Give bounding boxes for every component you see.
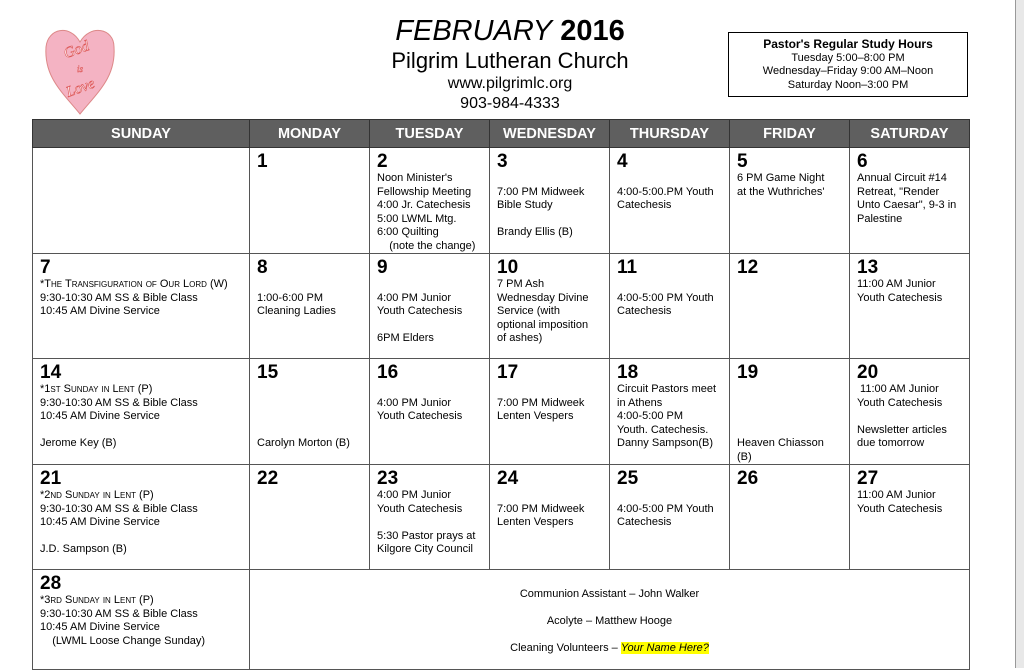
website: www.pilgrimlc.org <box>447 75 573 92</box>
event-line: 4:00-5:00 PM Youth <box>617 502 714 515</box>
day-cell <box>250 148 370 254</box>
cleaning-volunteer-value: Your Name Here? <box>620 642 709 654</box>
event-line <box>257 410 362 424</box>
event-line: 4:00 Jr. Catechesis <box>377 199 471 211</box>
weekday-header-saturday: SATURDAY <box>850 120 970 148</box>
day-cell <box>250 254 370 359</box>
day-cell <box>370 465 490 570</box>
page-title <box>300 14 720 48</box>
event-line: Heaven Chiasson <box>737 437 824 449</box>
month: FEBRUARY <box>395 15 553 47</box>
svg-text:God: God <box>61 38 92 63</box>
event-line <box>737 397 842 411</box>
event-line: Carolyn Morton (B) <box>257 437 350 449</box>
day-number: 7 <box>40 257 51 278</box>
day-number: 2 <box>377 151 388 172</box>
event-line: Retreat, "Render <box>857 185 940 198</box>
day-number: 5 <box>737 151 748 172</box>
event-line <box>737 383 842 397</box>
weekday-header-wednesday: WEDNESDAY <box>490 120 610 148</box>
event-line: Youth Catechesis <box>857 291 943 304</box>
event-line: 4:00-5:00.PM Youth <box>617 185 714 198</box>
weekday-header-friday: FRIDAY <box>730 120 850 148</box>
day-number: 28 <box>40 573 62 594</box>
event-line: Palestine <box>857 212 903 225</box>
day-number: 6 <box>857 151 868 172</box>
event-line: 7:00 PM Midweek <box>497 396 585 409</box>
event-line: J.D. Sampson (B) <box>40 543 127 555</box>
event-line <box>497 213 602 227</box>
weekday-header-tuesday: TUESDAY <box>370 120 490 148</box>
calendar-week-row <box>33 359 970 465</box>
day-number: 19 <box>737 362 759 383</box>
day-cell <box>33 359 250 465</box>
liturgical-day-title: *The Transfiguration of Our Lord (W) <box>40 278 228 290</box>
event-line: 9:30-10:30 AM SS & Bible Class <box>40 607 198 620</box>
event-line: optional imposition <box>497 318 589 331</box>
event-line <box>257 424 362 438</box>
day-number: 9 <box>377 257 388 278</box>
day-cell <box>850 465 970 570</box>
event-line: 4:00-5:00 PM <box>617 410 684 422</box>
day-cell <box>370 148 490 254</box>
event-line: Catechesis <box>617 305 672 317</box>
event-line: Kilgore City Council <box>377 543 473 555</box>
event-line: Wednesday Divine <box>497 291 589 304</box>
event-line: Youth Catechesis <box>377 305 463 317</box>
event-line: Jerome Key (B) <box>40 437 117 449</box>
event-line: 9:30-10:30 AM SS & Bible Class <box>40 291 198 304</box>
event-line <box>497 172 602 186</box>
study-hours-line: Wednesday–Friday 9:00 AM–Noon <box>762 65 934 77</box>
event-line: 10:45 AM Divine Service <box>40 516 160 528</box>
day-number: 13 <box>857 257 879 278</box>
event-line: Youth Catechesis <box>377 410 463 422</box>
calendar-week-row <box>33 570 970 670</box>
church-name: Pilgrim Lutheran Church <box>391 48 629 73</box>
year: 2016 <box>560 15 625 47</box>
event-line <box>40 424 242 438</box>
day-cell <box>850 148 970 254</box>
day-number: 21 <box>40 468 62 489</box>
day-cell <box>33 254 250 359</box>
event-line: Newsletter articles <box>857 423 947 436</box>
volunteer-notes <box>250 570 970 670</box>
weekday-header-row <box>33 120 970 148</box>
weekday-header-thursday: THURSDAY <box>610 120 730 148</box>
event-line: Youth Catechesis <box>857 396 943 409</box>
event-line: Lenten Vespers <box>497 410 574 422</box>
event-line: of ashes) <box>497 332 543 344</box>
event-line: at the Wuthriches' <box>737 185 825 198</box>
event-line: 1:00-6:00 PM <box>257 291 324 304</box>
day-cell <box>730 254 850 359</box>
day-cell <box>370 254 490 359</box>
calendar-week-row <box>33 148 970 254</box>
event-line: 4:00-5:00 PM Youth <box>617 291 714 304</box>
day-cell <box>33 465 250 570</box>
event-line: Service (with <box>497 305 560 317</box>
weekday-header-sunday: SUNDAY <box>33 120 250 148</box>
study-hours-box <box>728 32 968 97</box>
event-line <box>377 516 482 530</box>
day-number: 22 <box>257 468 279 489</box>
event-line: Noon Minister's <box>377 172 453 184</box>
event-line: (note the change) <box>377 239 476 252</box>
day-number: 15 <box>257 362 279 383</box>
event-line: (B) <box>737 450 752 463</box>
cleaning-volunteers <box>257 642 962 656</box>
event-line: Youth Catechesis <box>377 502 463 515</box>
god-is-love-heart-logo <box>42 22 118 116</box>
event-line: 9:30-10:30 AM SS & Bible Class <box>40 396 198 409</box>
study-hours-line: Saturday Noon–3:00 PM <box>787 78 909 91</box>
event-line: Annual Circuit #14 <box>857 172 947 184</box>
day-cell <box>490 148 610 254</box>
event-line: 4:00 PM Junior <box>377 291 451 304</box>
communion-assistant: Communion Assistant – John Walker <box>519 588 700 600</box>
event-line: 6 PM Game Night <box>737 172 825 184</box>
event-line: 5:30 Pastor prays at <box>377 529 476 542</box>
event-line: Fellowship Meeting <box>377 185 472 198</box>
event-line: 11:00 AM Junior <box>857 489 936 501</box>
calendar-week-row <box>33 465 970 570</box>
day-number: 26 <box>737 468 759 489</box>
calendar-grid <box>32 119 970 670</box>
scrollbar[interactable] <box>1015 0 1024 668</box>
study-hours-line: Tuesday 5:00–8:00 PM <box>791 51 905 64</box>
event-line <box>857 410 962 424</box>
day-number: 12 <box>737 257 759 278</box>
event-line: 6PM Elders <box>377 332 434 344</box>
event-line: 9:30-10:30 AM SS & Bible Class <box>40 502 198 515</box>
day-cell <box>33 570 250 670</box>
event-line <box>377 319 482 333</box>
day-number: 11 <box>617 257 638 278</box>
event-line: 11:00 AM Junior <box>857 278 936 290</box>
cleaning-label: Cleaning Volunteers – <box>510 642 621 654</box>
event-line <box>617 489 722 503</box>
acolyte: Acolyte – Matthew Hooge <box>546 615 673 627</box>
day-number: 20 <box>857 362 879 383</box>
event-line: 4:00 PM Junior <box>377 489 451 501</box>
day-number: 24 <box>497 468 519 489</box>
day-number: 23 <box>377 468 399 489</box>
event-line: 10:45 AM Divine Service <box>40 305 160 317</box>
event-line: in Athens <box>617 396 663 409</box>
event-line: 5:00 LWML Mtg. <box>377 212 457 225</box>
event-line <box>377 278 482 292</box>
event-line: 10:45 AM Divine Service <box>40 410 160 422</box>
event-line: Unto Caesar", 9-3 in <box>857 199 957 211</box>
day-cell <box>370 359 490 465</box>
event-line <box>617 172 722 186</box>
event-line: Bible Study <box>497 199 553 211</box>
event-line: Catechesis <box>617 516 672 528</box>
weekday-header-monday: MONDAY <box>250 120 370 148</box>
event-line: 6:00 Quilting <box>377 226 439 238</box>
day-number: 14 <box>40 362 62 383</box>
event-line: Youth Catechesis <box>857 502 943 515</box>
liturgical-day-title: *1st Sunday in Lent (P) <box>40 383 153 395</box>
day-cell <box>610 254 730 359</box>
event-line: Circuit Pastors meet <box>617 383 717 395</box>
event-line: 4:00 PM Junior <box>377 396 451 409</box>
study-hours-title: Pastor's Regular Study Hours <box>763 37 933 51</box>
day-number: 8 <box>257 257 268 278</box>
day-number: 16 <box>377 362 399 383</box>
phone: 903-984-4333 <box>460 95 560 112</box>
day-cell <box>250 359 370 465</box>
day-cell <box>730 148 850 254</box>
event-line: Lenten Vespers <box>497 516 574 528</box>
day-number: 10 <box>497 257 519 278</box>
day-cell <box>730 359 850 465</box>
event-line: Catechesis <box>617 199 672 211</box>
event-line <box>257 383 362 397</box>
event-line: Brandy Ellis (B) <box>497 226 573 238</box>
event-line: 10:45 AM Divine Service <box>40 621 160 633</box>
day-cell <box>490 465 610 570</box>
day-cell <box>850 254 970 359</box>
empty-day-cell <box>33 148 250 254</box>
calendar-header <box>300 14 720 114</box>
event-line <box>40 530 242 544</box>
day-number: 3 <box>497 151 508 172</box>
event-line <box>737 410 842 424</box>
event-line: 7 PM Ash <box>497 278 545 290</box>
event-line: Youth. Catechesis. <box>617 423 709 436</box>
event-line: 7:00 PM Midweek <box>497 502 585 515</box>
liturgical-day-title: *2nd Sunday in Lent (P) <box>40 489 154 501</box>
event-line <box>497 383 602 397</box>
day-number: 25 <box>617 468 639 489</box>
day-cell <box>850 359 970 465</box>
event-line: due tomorrow <box>857 437 925 449</box>
day-number: 1 <box>257 151 268 172</box>
event-line <box>617 278 722 292</box>
event-line: (LWML Loose Change Sunday) <box>40 634 206 647</box>
event-line <box>257 278 362 292</box>
calendar-week-row <box>33 254 970 359</box>
day-cell <box>250 465 370 570</box>
event-line: 7:00 PM Midweek <box>497 185 585 198</box>
day-cell <box>610 359 730 465</box>
svg-text:is: is <box>76 64 84 74</box>
day-cell <box>610 465 730 570</box>
day-number: 17 <box>497 362 519 383</box>
svg-text:Love: Love <box>64 75 98 101</box>
day-cell <box>490 254 610 359</box>
day-number: 18 <box>617 362 639 383</box>
day-number: 4 <box>617 151 628 172</box>
event-line <box>497 489 602 503</box>
event-line <box>377 383 482 397</box>
event-line <box>737 424 842 438</box>
day-cell <box>730 465 850 570</box>
event-line: 11:00 AM Junior <box>857 383 939 395</box>
liturgical-day-title: *3rd Sunday in Lent (P) <box>40 594 154 606</box>
event-line: Cleaning Ladies <box>257 305 336 317</box>
day-cell <box>610 148 730 254</box>
event-line: Danny Sampson(B) <box>617 437 713 449</box>
event-line <box>257 397 362 411</box>
day-cell <box>490 359 610 465</box>
day-number: 27 <box>857 468 879 489</box>
